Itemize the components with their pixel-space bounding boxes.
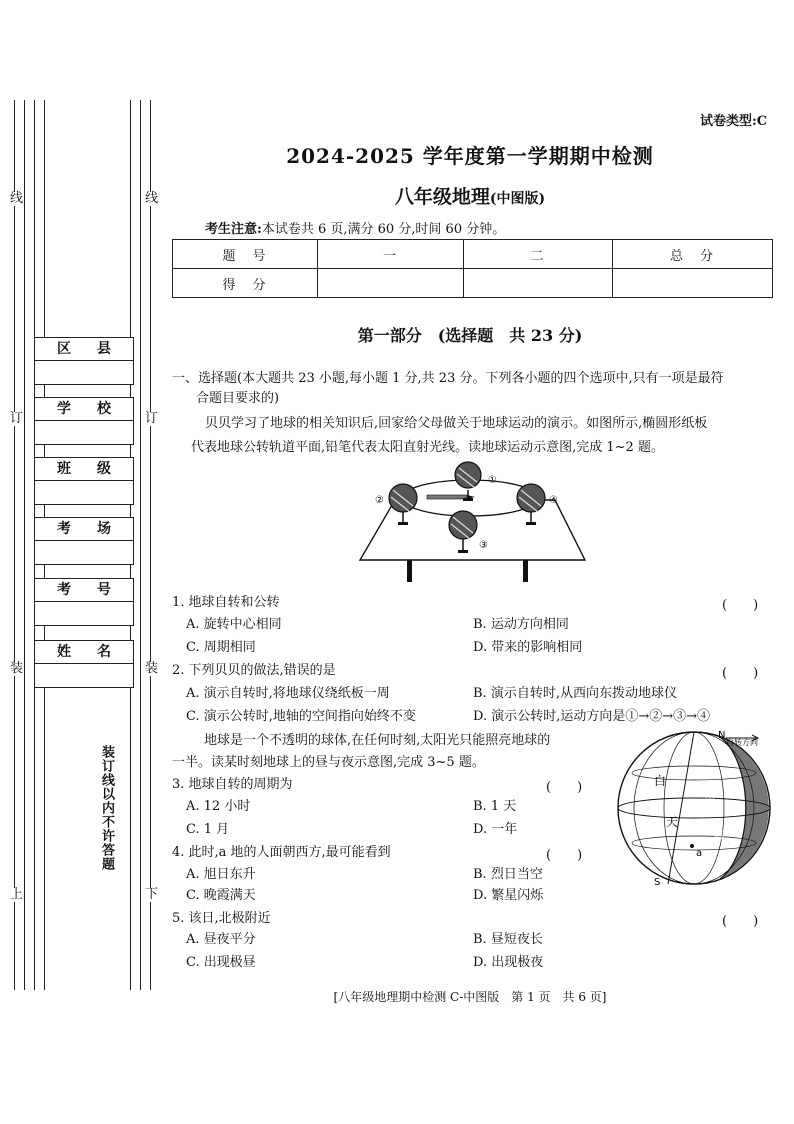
q3-option-c: C. 1 月 xyxy=(186,822,230,837)
point-a-label: a xyxy=(696,848,703,859)
part-one-title: 第一部分 (选择题 共 23 分) xyxy=(357,326,583,345)
notice-text: 本试卷共 6 页,满分 60 分,时间 60 分钟。 xyxy=(261,222,506,237)
field-label: 场 xyxy=(97,521,111,537)
q5-option-a: A. 昼夜平分 xyxy=(186,932,256,947)
night-label: 黑 xyxy=(704,792,717,806)
binding-line xyxy=(140,100,141,990)
subtitle-note: (中图版) xyxy=(489,191,546,207)
q2-option-a: A. 演示自转时,将地球仪绕纸板一周 xyxy=(186,686,390,701)
q3-option-b: B. 1 天 xyxy=(473,799,517,814)
globe-label-1: ① xyxy=(488,475,497,486)
q1-option-b: B. 运动方向相同 xyxy=(473,617,569,632)
q2-option-c: C. 演示公转时,地轴的空间指向始终不变 xyxy=(186,709,416,724)
score-header-cell: 一 xyxy=(318,240,464,269)
q3-option-d: D. 一年 xyxy=(473,822,518,837)
q2-option-b: B. 演示自转时,从西向东拨动地球仪 xyxy=(473,686,677,701)
score-table xyxy=(172,239,773,298)
day-night-figure xyxy=(608,728,788,888)
question-3-stem: 3. 地球自转的周期为 xyxy=(172,777,293,792)
score-header-cell: 题 号 xyxy=(173,240,318,269)
field-label: 号 xyxy=(97,582,111,598)
score-row-label: 得 分 xyxy=(173,269,318,298)
exam-type: 试卷类型:C xyxy=(700,114,768,129)
q4-option-a: A. 旭日东升 xyxy=(186,867,256,882)
binding-line xyxy=(14,100,15,990)
binding-mark-line: 线 xyxy=(145,191,159,206)
binding-mark-ding: 订 xyxy=(145,411,159,426)
intro2-text: 地球是一个不透明的球体,在任何时刻,太阳光只能照亮地球的 xyxy=(204,733,551,748)
question-5-stem: 5. 该日,北极附近 xyxy=(172,911,271,926)
q4-option-d: D. 繁星闪烁 xyxy=(473,888,544,903)
score-cell-1[interactable] xyxy=(318,269,464,298)
intro2-text-cont: 一半。读某时刻地球上的昼与夜示意图,完成 3~5 题。 xyxy=(172,755,485,770)
question-1-stem: 1. 地球自转和公转 xyxy=(172,595,280,610)
north-label: N xyxy=(718,730,726,741)
pencil xyxy=(427,495,467,499)
south-label: S xyxy=(654,877,661,888)
binding-mark-shang: 上 xyxy=(10,887,24,902)
globe-label-2: ② xyxy=(375,495,384,506)
field-label: 班 xyxy=(57,461,71,477)
answer-blank-q4[interactable]: ( ) xyxy=(546,848,583,863)
field-label: 县 xyxy=(97,341,111,357)
page-footer: [八年级地理期中检测 C-中图版 第 1 页 共 6 页] xyxy=(333,990,607,1004)
intro-text-cont: 代表地球公转轨道平面,铅笔代表太阳直射光线。读地球运动示意图,完成 1~2 题。 xyxy=(191,440,664,455)
answer-blank-q1[interactable]: ( ) xyxy=(722,598,759,613)
score-cell-total[interactable] xyxy=(613,269,773,298)
answer-blank-q3[interactable]: ( ) xyxy=(546,780,583,795)
table-leg xyxy=(407,560,412,582)
binding-line xyxy=(150,100,151,990)
binding-line xyxy=(24,100,25,990)
binding-mark-zhuang: 装 xyxy=(10,661,24,676)
page-title: 2024-2025 学年度第一学期期中检测 xyxy=(286,144,654,168)
field-label: 区 xyxy=(57,341,71,357)
q2-option-d: D. 演示公转时,运动方向是①→②→③→④ xyxy=(473,709,711,724)
question-2-stem: 2. 下列贝贝的做法,错误的是 xyxy=(172,663,336,678)
binding-mark-line: 线 xyxy=(10,191,24,206)
orbit-demo-figure xyxy=(355,460,595,585)
q4-option-b: B. 烈日当空 xyxy=(473,867,543,882)
day-label: 天 xyxy=(666,815,679,829)
field-name[interactable] xyxy=(34,640,134,688)
field-exam-number[interactable] xyxy=(34,578,134,626)
intro-text: 贝贝学习了地球的相关知识后,回家给父母做关于地球运动的演示。如图所示,椭圆形纸板 xyxy=(205,416,708,431)
q5-option-c: C. 出现极昼 xyxy=(186,955,256,970)
globe-label-3: ③ xyxy=(479,540,488,551)
q5-option-d: D. 出现极夜 xyxy=(473,955,544,970)
binding-mark-ding: 订 xyxy=(10,411,24,426)
score-table-header-row xyxy=(173,240,773,269)
globe-label-4: ④ xyxy=(549,495,558,506)
page-subtitle xyxy=(170,182,770,209)
field-exam-room[interactable] xyxy=(34,517,134,565)
q1-option-a: A. 旋转中心相同 xyxy=(186,617,282,632)
score-header-cell: 总 分 xyxy=(613,240,773,269)
q5-option-b: B. 昼短夜长 xyxy=(473,932,543,947)
notice-label: 考生注意: xyxy=(205,222,262,237)
question-4-stem: 4. 此时,a 地的人面朝西方,最可能看到 xyxy=(172,845,391,860)
point-a-marker xyxy=(690,844,694,848)
score-cell-2[interactable] xyxy=(464,269,613,298)
rotation-label: 自转方向 xyxy=(726,738,758,747)
exam-notice xyxy=(205,218,505,237)
q1-option-d: D. 带来的影响相同 xyxy=(473,640,583,655)
section-heading-cont: 合题目要求的) xyxy=(196,391,280,406)
field-label: 学 xyxy=(57,401,71,417)
section-heading: 一、选择题(本大题共 23 小题,每小题 1 分,共 23 分。下列各小题的四个选项中,只有一项是最符 xyxy=(172,371,724,386)
field-label: 校 xyxy=(97,401,111,417)
field-label: 考 xyxy=(57,521,71,537)
day-label: 白 xyxy=(654,774,667,788)
score-header-cell: 二 xyxy=(464,240,613,269)
field-label: 姓 xyxy=(57,644,71,660)
subtitle-main: 八年级地理 xyxy=(394,186,490,208)
field-label: 名 xyxy=(97,644,111,660)
answer-blank-q5[interactable]: ( ) xyxy=(722,914,759,929)
field-district[interactable] xyxy=(34,337,134,385)
q3-option-a: A. 12 小时 xyxy=(186,799,251,814)
q1-option-c: C. 周期相同 xyxy=(186,640,256,655)
field-class[interactable] xyxy=(34,457,134,505)
table-leg xyxy=(523,560,528,582)
binding-mark-zhuang: 装 xyxy=(145,661,159,676)
binding-note: 装订线以内不许答题 xyxy=(99,745,114,871)
score-table-row xyxy=(173,269,773,298)
answer-blank-q2[interactable]: ( ) xyxy=(722,666,759,681)
night-label: 夜 xyxy=(714,829,727,843)
field-label: 考 xyxy=(57,582,71,598)
field-label: 级 xyxy=(97,461,111,477)
q4-option-c: C. 晚霞满天 xyxy=(186,888,256,903)
field-school[interactable] xyxy=(34,397,134,445)
binding-mark-xia: 下 xyxy=(145,887,159,902)
